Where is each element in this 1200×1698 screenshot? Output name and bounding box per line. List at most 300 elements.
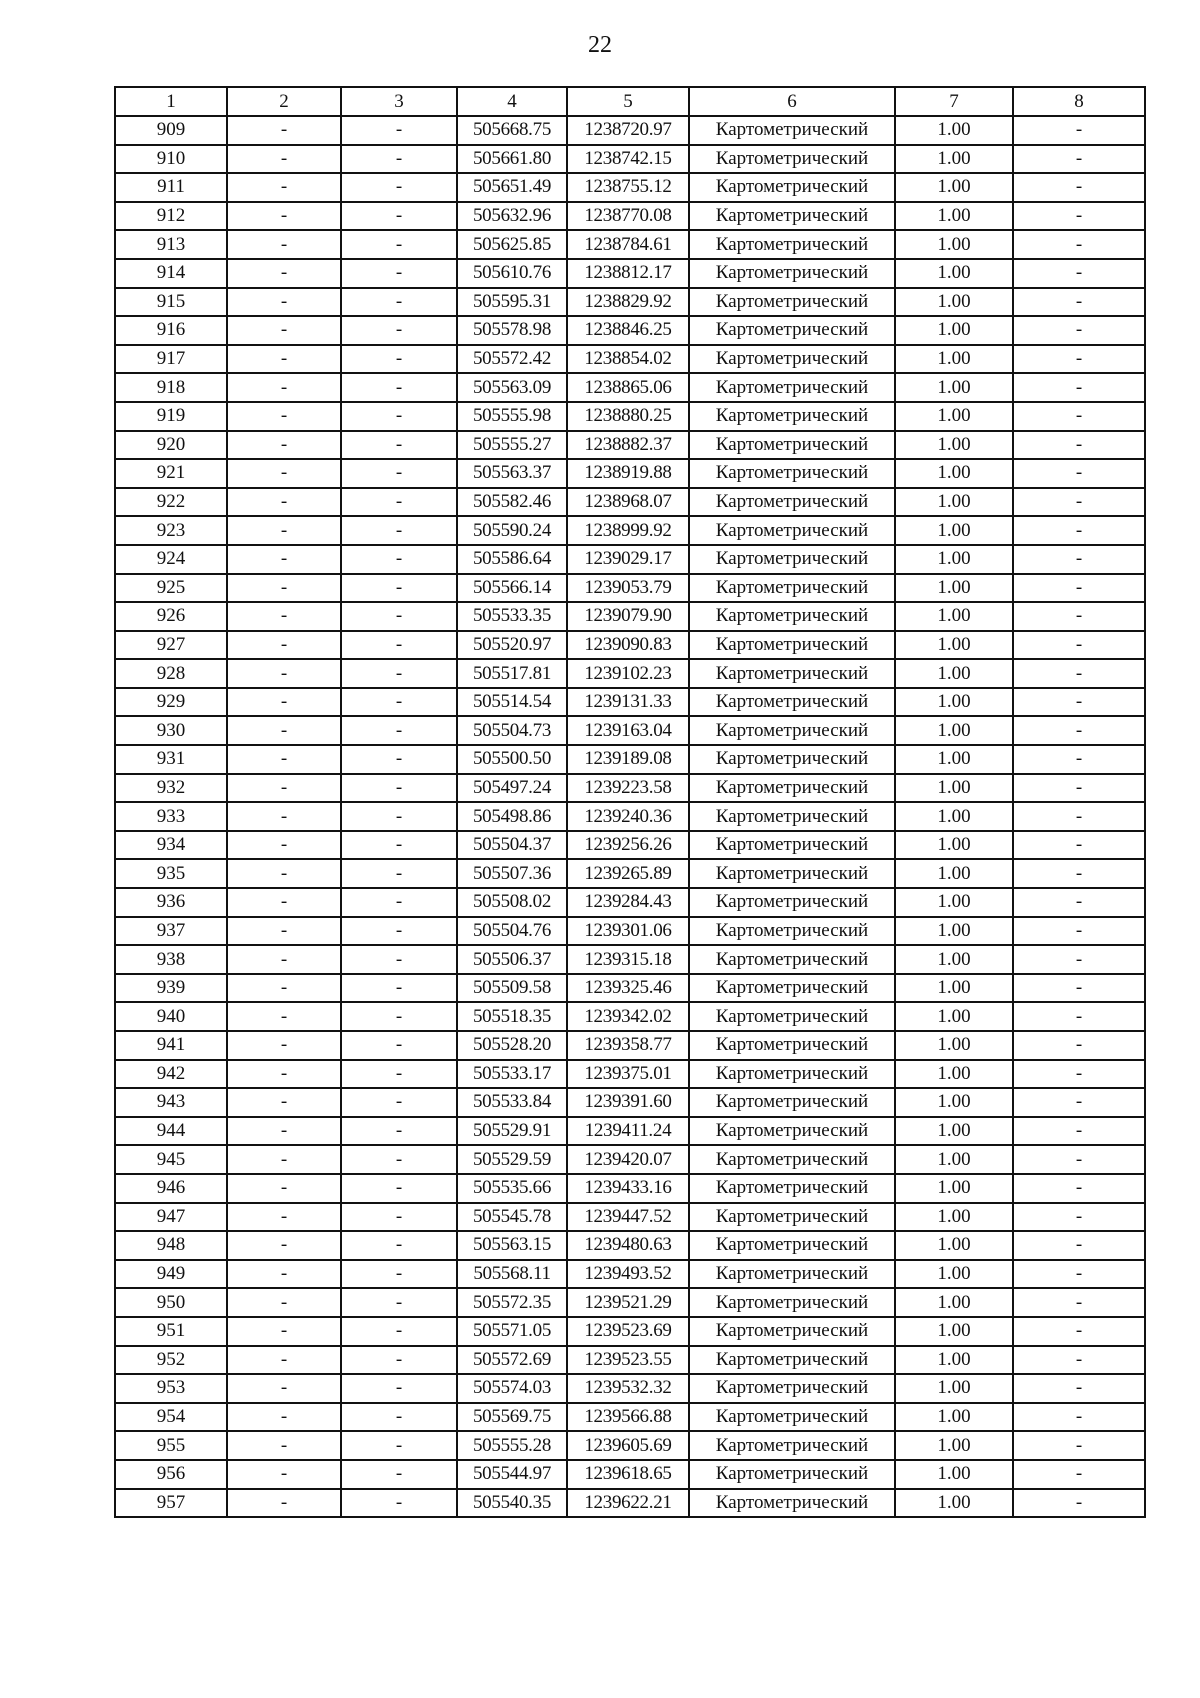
method-cell: Картометрический <box>689 145 895 174</box>
col2-cell: - <box>227 888 341 917</box>
table-body <box>115 116 1145 1517</box>
col8-cell: - <box>1013 402 1145 431</box>
table-row <box>115 545 1145 574</box>
col3-cell: - <box>341 202 457 231</box>
y-coordinate-cell: 1238880.25 <box>567 402 689 431</box>
table-row <box>115 831 1145 860</box>
point-number-cell: 945 <box>115 1145 227 1174</box>
method-cell: Картометрический <box>689 602 895 631</box>
col2-cell: - <box>227 1431 341 1460</box>
table-row <box>115 202 1145 231</box>
accuracy-cell: 1.00 <box>895 974 1013 1003</box>
col2-cell: - <box>227 602 341 631</box>
y-coordinate-cell: 1239029.17 <box>567 545 689 574</box>
x-coordinate-cell: 505566.14 <box>457 574 567 603</box>
col3-cell: - <box>341 1489 457 1518</box>
accuracy-cell: 1.00 <box>895 288 1013 317</box>
col3-cell: - <box>341 288 457 317</box>
x-coordinate-cell: 505514.54 <box>457 688 567 717</box>
accuracy-cell: 1.00 <box>895 402 1013 431</box>
accuracy-cell: 1.00 <box>895 431 1013 460</box>
col3-cell: - <box>341 402 457 431</box>
method-cell: Картометрический <box>689 1117 895 1146</box>
col2-cell: - <box>227 145 341 174</box>
accuracy-cell: 1.00 <box>895 831 1013 860</box>
col8-cell: - <box>1013 345 1145 374</box>
col2-cell: - <box>227 831 341 860</box>
col2-cell: - <box>227 1374 341 1403</box>
x-coordinate-cell: 505582.46 <box>457 488 567 517</box>
col2-cell: - <box>227 859 341 888</box>
x-coordinate-cell: 505518.35 <box>457 1002 567 1031</box>
x-coordinate-cell: 505500.50 <box>457 745 567 774</box>
table-row <box>115 1431 1145 1460</box>
table-row <box>115 859 1145 888</box>
accuracy-cell: 1.00 <box>895 1145 1013 1174</box>
col2-cell: - <box>227 917 341 946</box>
col3-cell: - <box>341 716 457 745</box>
col3-cell: - <box>341 1145 457 1174</box>
accuracy-cell: 1.00 <box>895 945 1013 974</box>
col3-cell: - <box>341 774 457 803</box>
col2-cell: - <box>227 1002 341 1031</box>
col2-cell: - <box>227 574 341 603</box>
col3-cell: - <box>341 1060 457 1089</box>
method-cell: Картометрический <box>689 688 895 717</box>
col8-cell: - <box>1013 1346 1145 1375</box>
col3-cell: - <box>341 230 457 259</box>
y-coordinate-cell: 1238784.61 <box>567 230 689 259</box>
table-row <box>115 745 1145 774</box>
table-row <box>115 974 1145 1003</box>
col3-cell: - <box>341 602 457 631</box>
method-cell: Картометрический <box>689 574 895 603</box>
table-row <box>115 488 1145 517</box>
point-number-cell: 940 <box>115 1002 227 1031</box>
x-coordinate-cell: 505504.76 <box>457 917 567 946</box>
method-cell: Картометрический <box>689 774 895 803</box>
method-cell: Картометрический <box>689 1231 895 1260</box>
accuracy-cell: 1.00 <box>895 745 1013 774</box>
col3-cell: - <box>341 688 457 717</box>
column-header: 7 <box>895 87 1013 116</box>
table-row <box>115 1460 1145 1489</box>
point-number-cell: 946 <box>115 1174 227 1203</box>
x-coordinate-cell: 505625.85 <box>457 230 567 259</box>
col3-cell: - <box>341 1346 457 1375</box>
method-cell: Картометрический <box>689 116 895 145</box>
y-coordinate-cell: 1239521.29 <box>567 1288 689 1317</box>
x-coordinate-cell: 505517.81 <box>457 659 567 688</box>
x-coordinate-cell: 505545.78 <box>457 1203 567 1232</box>
method-cell: Картометрический <box>689 745 895 774</box>
col3-cell: - <box>341 1403 457 1432</box>
method-cell: Картометрический <box>689 1174 895 1203</box>
col8-cell: - <box>1013 1060 1145 1089</box>
col2-cell: - <box>227 1145 341 1174</box>
x-coordinate-cell: 505574.03 <box>457 1374 567 1403</box>
col8-cell: - <box>1013 1260 1145 1289</box>
method-cell: Картометрический <box>689 373 895 402</box>
y-coordinate-cell: 1239523.55 <box>567 1346 689 1375</box>
point-number-cell: 938 <box>115 945 227 974</box>
col3-cell: - <box>341 859 457 888</box>
col2-cell: - <box>227 259 341 288</box>
col3-cell: - <box>341 516 457 545</box>
table-row <box>115 259 1145 288</box>
y-coordinate-cell: 1238755.12 <box>567 173 689 202</box>
point-number-cell: 933 <box>115 802 227 831</box>
col2-cell: - <box>227 631 341 660</box>
y-coordinate-cell: 1239358.77 <box>567 1031 689 1060</box>
accuracy-cell: 1.00 <box>895 1288 1013 1317</box>
col3-cell: - <box>341 545 457 574</box>
col3-cell: - <box>341 1031 457 1060</box>
y-coordinate-cell: 1238846.25 <box>567 316 689 345</box>
point-number-cell: 915 <box>115 288 227 317</box>
col2-cell: - <box>227 688 341 717</box>
method-cell: Картометрический <box>689 1403 895 1432</box>
y-coordinate-cell: 1239532.32 <box>567 1374 689 1403</box>
col8-cell: - <box>1013 202 1145 231</box>
y-coordinate-cell: 1239566.88 <box>567 1403 689 1432</box>
method-cell: Картометрический <box>689 431 895 460</box>
y-coordinate-cell: 1239240.36 <box>567 802 689 831</box>
col2-cell: - <box>227 459 341 488</box>
col3-cell: - <box>341 1260 457 1289</box>
point-number-cell: 942 <box>115 1060 227 1089</box>
x-coordinate-cell: 505529.91 <box>457 1117 567 1146</box>
accuracy-cell: 1.00 <box>895 631 1013 660</box>
col2-cell: - <box>227 402 341 431</box>
method-cell: Картометрический <box>689 259 895 288</box>
accuracy-cell: 1.00 <box>895 774 1013 803</box>
point-number-cell: 951 <box>115 1317 227 1346</box>
col8-cell: - <box>1013 373 1145 402</box>
col2-cell: - <box>227 1346 341 1375</box>
point-number-cell: 934 <box>115 831 227 860</box>
method-cell: Картометрический <box>689 1346 895 1375</box>
method-cell: Картометрический <box>689 516 895 545</box>
col3-cell: - <box>341 1431 457 1460</box>
y-coordinate-cell: 1239493.52 <box>567 1260 689 1289</box>
table-row <box>115 1374 1145 1403</box>
col2-cell: - <box>227 345 341 374</box>
accuracy-cell: 1.00 <box>895 116 1013 145</box>
table-row <box>115 1317 1145 1346</box>
col8-cell: - <box>1013 431 1145 460</box>
table-row <box>115 888 1145 917</box>
col8-cell: - <box>1013 173 1145 202</box>
col8-cell: - <box>1013 1288 1145 1317</box>
y-coordinate-cell: 1238829.92 <box>567 288 689 317</box>
col2-cell: - <box>227 1203 341 1232</box>
method-cell: Картометрический <box>689 345 895 374</box>
col2-cell: - <box>227 1231 341 1260</box>
col8-cell: - <box>1013 1403 1145 1432</box>
accuracy-cell: 1.00 <box>895 488 1013 517</box>
method-cell: Картометрический <box>689 888 895 917</box>
table-row <box>115 373 1145 402</box>
col8-cell: - <box>1013 1460 1145 1489</box>
method-cell: Картометрический <box>689 1288 895 1317</box>
accuracy-cell: 1.00 <box>895 659 1013 688</box>
x-coordinate-cell: 505572.42 <box>457 345 567 374</box>
table-row <box>115 659 1145 688</box>
col2-cell: - <box>227 1288 341 1317</box>
col2-cell: - <box>227 488 341 517</box>
col8-cell: - <box>1013 1088 1145 1117</box>
x-coordinate-cell: 505568.11 <box>457 1260 567 1289</box>
y-coordinate-cell: 1239223.58 <box>567 774 689 803</box>
column-header: 3 <box>341 87 457 116</box>
col3-cell: - <box>341 802 457 831</box>
col8-cell: - <box>1013 1002 1145 1031</box>
accuracy-cell: 1.00 <box>895 1060 1013 1089</box>
table-row <box>115 116 1145 145</box>
col8-cell: - <box>1013 917 1145 946</box>
point-number-cell: 929 <box>115 688 227 717</box>
accuracy-cell: 1.00 <box>895 459 1013 488</box>
y-coordinate-cell: 1239301.06 <box>567 917 689 946</box>
col8-cell: - <box>1013 1374 1145 1403</box>
point-number-cell: 920 <box>115 431 227 460</box>
point-number-cell: 943 <box>115 1088 227 1117</box>
col8-cell: - <box>1013 888 1145 917</box>
col3-cell: - <box>341 259 457 288</box>
col3-cell: - <box>341 1374 457 1403</box>
point-number-cell: 924 <box>115 545 227 574</box>
table-row <box>115 1403 1145 1432</box>
col8-cell: - <box>1013 288 1145 317</box>
col8-cell: - <box>1013 574 1145 603</box>
table-row <box>115 1346 1145 1375</box>
accuracy-cell: 1.00 <box>895 917 1013 946</box>
col2-cell: - <box>227 659 341 688</box>
method-cell: Картометрический <box>689 459 895 488</box>
point-number-cell: 928 <box>115 659 227 688</box>
method-cell: Картометрический <box>689 917 895 946</box>
col3-cell: - <box>341 1231 457 1260</box>
table-row <box>115 774 1145 803</box>
point-number-cell: 912 <box>115 202 227 231</box>
col3-cell: - <box>341 459 457 488</box>
accuracy-cell: 1.00 <box>895 230 1013 259</box>
accuracy-cell: 1.00 <box>895 1260 1013 1289</box>
accuracy-cell: 1.00 <box>895 373 1013 402</box>
y-coordinate-cell: 1239265.89 <box>567 859 689 888</box>
col8-cell: - <box>1013 116 1145 145</box>
col2-cell: - <box>227 288 341 317</box>
col3-cell: - <box>341 888 457 917</box>
method-cell: Картометрический <box>689 1002 895 1031</box>
method-cell: Картометрический <box>689 202 895 231</box>
col2-cell: - <box>227 1403 341 1432</box>
method-cell: Картометрический <box>689 831 895 860</box>
table-header <box>115 87 1145 116</box>
col8-cell: - <box>1013 802 1145 831</box>
y-coordinate-cell: 1239375.01 <box>567 1060 689 1089</box>
col2-cell: - <box>227 316 341 345</box>
x-coordinate-cell: 505509.58 <box>457 974 567 1003</box>
accuracy-cell: 1.00 <box>895 1203 1013 1232</box>
table-row <box>115 688 1145 717</box>
col2-cell: - <box>227 373 341 402</box>
point-number-cell: 935 <box>115 859 227 888</box>
table-row <box>115 631 1145 660</box>
table-row <box>115 574 1145 603</box>
y-coordinate-cell: 1238812.17 <box>567 259 689 288</box>
x-coordinate-cell: 505651.49 <box>457 173 567 202</box>
col2-cell: - <box>227 974 341 1003</box>
col2-cell: - <box>227 774 341 803</box>
col8-cell: - <box>1013 488 1145 517</box>
accuracy-cell: 1.00 <box>895 1374 1013 1403</box>
col3-cell: - <box>341 1117 457 1146</box>
method-cell: Картометрический <box>689 945 895 974</box>
x-coordinate-cell: 505555.28 <box>457 1431 567 1460</box>
table-row <box>115 1231 1145 1260</box>
accuracy-cell: 1.00 <box>895 345 1013 374</box>
y-coordinate-cell: 1239433.16 <box>567 1174 689 1203</box>
y-coordinate-cell: 1239284.43 <box>567 888 689 917</box>
col2-cell: - <box>227 1317 341 1346</box>
col2-cell: - <box>227 802 341 831</box>
table-row <box>115 459 1145 488</box>
col3-cell: - <box>341 974 457 1003</box>
col8-cell: - <box>1013 1174 1145 1203</box>
accuracy-cell: 1.00 <box>895 1489 1013 1518</box>
accuracy-cell: 1.00 <box>895 1317 1013 1346</box>
x-coordinate-cell: 505540.35 <box>457 1489 567 1518</box>
point-number-cell: 909 <box>115 116 227 145</box>
point-number-cell: 917 <box>115 345 227 374</box>
y-coordinate-cell: 1238854.02 <box>567 345 689 374</box>
accuracy-cell: 1.00 <box>895 1174 1013 1203</box>
point-number-cell: 948 <box>115 1231 227 1260</box>
col8-cell: - <box>1013 1145 1145 1174</box>
point-number-cell: 944 <box>115 1117 227 1146</box>
col8-cell: - <box>1013 1317 1145 1346</box>
method-cell: Картометрический <box>689 1489 895 1518</box>
column-header: 4 <box>457 87 567 116</box>
point-number-cell: 949 <box>115 1260 227 1289</box>
y-coordinate-cell: 1238770.08 <box>567 202 689 231</box>
table-row <box>115 1031 1145 1060</box>
col3-cell: - <box>341 116 457 145</box>
point-number-cell: 939 <box>115 974 227 1003</box>
accuracy-cell: 1.00 <box>895 1431 1013 1460</box>
x-coordinate-cell: 505610.76 <box>457 259 567 288</box>
table-row <box>115 716 1145 745</box>
x-coordinate-cell: 505572.35 <box>457 1288 567 1317</box>
table-row <box>115 345 1145 374</box>
point-number-cell: 911 <box>115 173 227 202</box>
x-coordinate-cell: 505572.69 <box>457 1346 567 1375</box>
method-cell: Картометрический <box>689 173 895 202</box>
point-number-cell: 936 <box>115 888 227 917</box>
method-cell: Картометрический <box>689 716 895 745</box>
col3-cell: - <box>341 145 457 174</box>
accuracy-cell: 1.00 <box>895 602 1013 631</box>
x-coordinate-cell: 505668.75 <box>457 116 567 145</box>
method-cell: Картометрический <box>689 859 895 888</box>
x-coordinate-cell: 505569.75 <box>457 1403 567 1432</box>
y-coordinate-cell: 1239605.69 <box>567 1431 689 1460</box>
accuracy-cell: 1.00 <box>895 1346 1013 1375</box>
col8-cell: - <box>1013 688 1145 717</box>
col8-cell: - <box>1013 459 1145 488</box>
y-coordinate-cell: 1239090.83 <box>567 631 689 660</box>
table-row <box>115 230 1145 259</box>
table-row <box>115 288 1145 317</box>
x-coordinate-cell: 505504.73 <box>457 716 567 745</box>
x-coordinate-cell: 505533.17 <box>457 1060 567 1089</box>
col8-cell: - <box>1013 545 1145 574</box>
col8-cell: - <box>1013 145 1145 174</box>
method-cell: Картометрический <box>689 316 895 345</box>
col3-cell: - <box>341 316 457 345</box>
accuracy-cell: 1.00 <box>895 202 1013 231</box>
point-number-cell: 932 <box>115 774 227 803</box>
x-coordinate-cell: 505632.96 <box>457 202 567 231</box>
col8-cell: - <box>1013 831 1145 860</box>
method-cell: Картометрический <box>689 1145 895 1174</box>
method-cell: Картометрический <box>689 1374 895 1403</box>
col3-cell: - <box>341 1174 457 1203</box>
y-coordinate-cell: 1239163.04 <box>567 716 689 745</box>
table-row <box>115 1174 1145 1203</box>
point-number-cell: 926 <box>115 602 227 631</box>
col2-cell: - <box>227 1088 341 1117</box>
col8-cell: - <box>1013 602 1145 631</box>
accuracy-cell: 1.00 <box>895 316 1013 345</box>
x-coordinate-cell: 505563.15 <box>457 1231 567 1260</box>
point-number-cell: 916 <box>115 316 227 345</box>
y-coordinate-cell: 1239420.07 <box>567 1145 689 1174</box>
x-coordinate-cell: 505586.64 <box>457 545 567 574</box>
col8-cell: - <box>1013 659 1145 688</box>
x-coordinate-cell: 505555.27 <box>457 431 567 460</box>
method-cell: Картометрический <box>689 631 895 660</box>
col2-cell: - <box>227 745 341 774</box>
column-header: 5 <box>567 87 689 116</box>
table-row <box>115 945 1145 974</box>
y-coordinate-cell: 1238968.07 <box>567 488 689 517</box>
x-coordinate-cell: 505578.98 <box>457 316 567 345</box>
col3-cell: - <box>341 745 457 774</box>
y-coordinate-cell: 1238919.88 <box>567 459 689 488</box>
method-cell: Картометрический <box>689 1431 895 1460</box>
col8-cell: - <box>1013 516 1145 545</box>
x-coordinate-cell: 505520.97 <box>457 631 567 660</box>
y-coordinate-cell: 1239447.52 <box>567 1203 689 1232</box>
col3-cell: - <box>341 373 457 402</box>
col2-cell: - <box>227 1174 341 1203</box>
table-row <box>115 1088 1145 1117</box>
x-coordinate-cell: 505533.35 <box>457 602 567 631</box>
accuracy-cell: 1.00 <box>895 145 1013 174</box>
y-coordinate-cell: 1239391.60 <box>567 1088 689 1117</box>
point-number-cell: 930 <box>115 716 227 745</box>
point-number-cell: 957 <box>115 1489 227 1518</box>
accuracy-cell: 1.00 <box>895 1088 1013 1117</box>
y-coordinate-cell: 1238882.37 <box>567 431 689 460</box>
y-coordinate-cell: 1239256.26 <box>567 831 689 860</box>
y-coordinate-cell: 1239325.46 <box>567 974 689 1003</box>
col3-cell: - <box>341 1460 457 1489</box>
col8-cell: - <box>1013 1431 1145 1460</box>
